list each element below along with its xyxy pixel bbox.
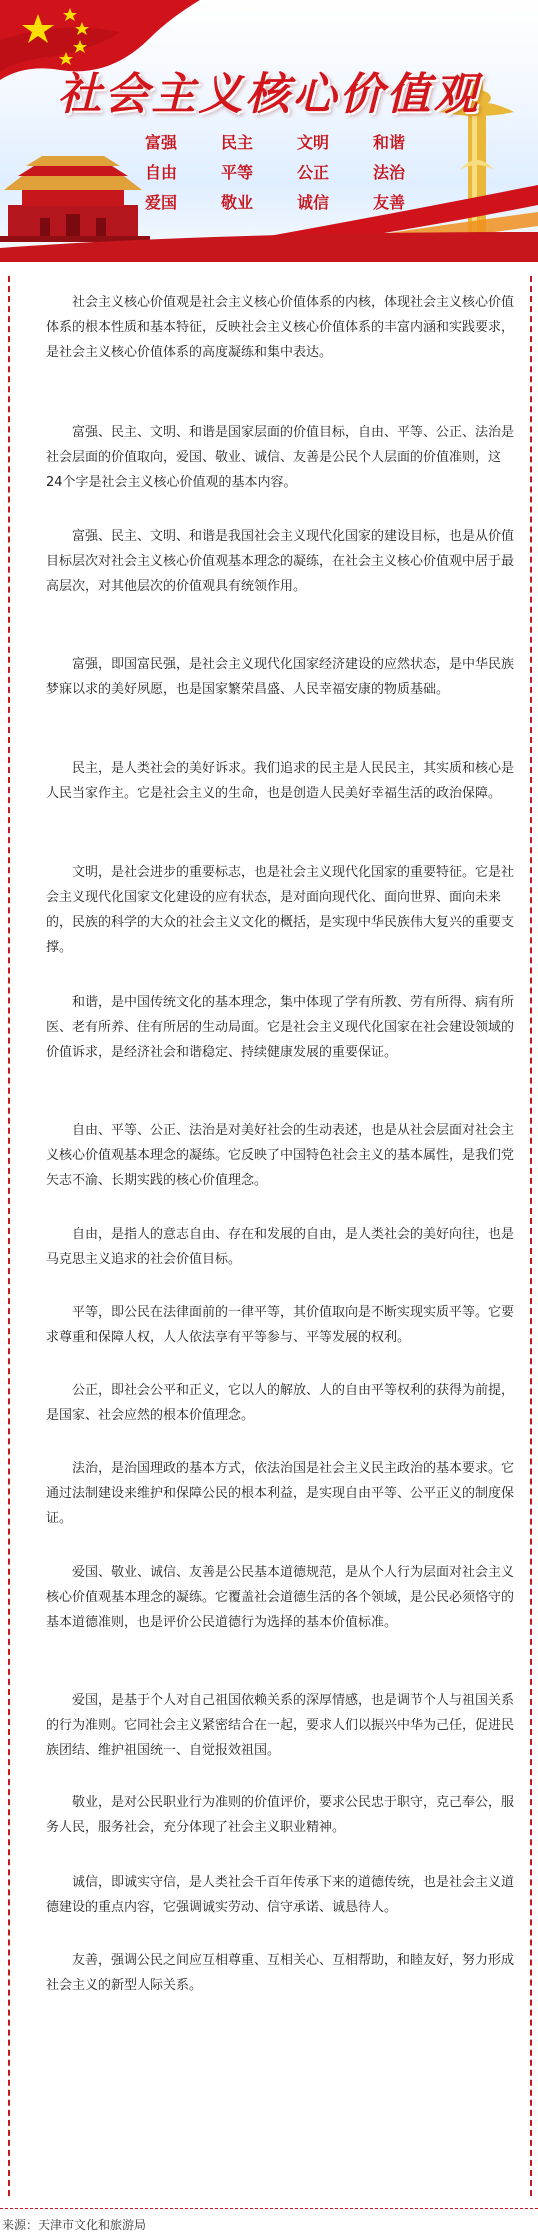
slogan-item: 文明 (296, 133, 329, 152)
slogan-item: 敬业 (220, 193, 253, 212)
article-paragraph: 爱国，是基于个人对自己祖国依赖关系的深厚情感，也是调节个人与祖国关系的行为准则。它同社会主义紧密结合在一起，要求人们以振兴中华为己任，促进民族团结、维护祖国统一、自觉报效祖国。 (46, 1693, 515, 1758)
article-paragraph: 诚信，即诚实守信，是人类社会千百年传承下来的道德传统，也是社会主义道德建设的重点内容，它强调诚实劳动、信守承诺、诚恳待人。 (46, 1875, 515, 1915)
article-paragraph: 法治，是治国理政的基本方式，依法治国是社会主义民主政治的基本要求。它通过法制建设来维护和保障公民的根本利益，是实现自由平等、公平正义的制度保证。 (46, 1461, 515, 1526)
article-paragraph: 富强、民主、文明、和谐是国家层面的价值目标，自由、平等、公正、法治是社会层面的价值取向，爱国、敬业、诚信、友善是公民个人层面的价值准则，这24个字是社会主义核心价值观的基本内容。 (46, 425, 515, 490)
slogan-row-personal (145, 188, 405, 218)
article-paragraph: 文明，是社会进步的重要标志，也是社会主义现代化国家的重要特征。它是社会主义现代化国家文化建设的应有状态，是对面向现代化、面向世界、面向未来的，民族的科学的大众的社会主义文化的概括，是实现中华民族伟大复兴的重要支撑。 (46, 865, 515, 955)
article-paragraph: 平等，即公民在法律面前的一律平等，其价值取向是不断实现实质平等。它要求尊重和保障人权，人人依法享有平等参与、平等发展的权利。 (46, 1305, 515, 1345)
article-paragraph: 富强，即国富民强，是社会主义现代化国家经济建设的应然状态，是中华民族梦寐以求的美好夙愿，也是国家繁荣昌盛、人民幸福安康的物质基础。 (46, 657, 515, 697)
source-credit: 来源：天津市文化和旅游局 (2, 2218, 147, 2232)
slogan-item: 爱国 (145, 193, 178, 212)
slogan-item: 和谐 (372, 133, 405, 152)
article-paragraph: 敬业，是对公民职业行为准则的价值评价，要求公民忠于职守，克己奉公，服务人民，服务社会，充分体现了社会主义职业精神。 (46, 1795, 515, 1835)
slogan-item: 公正 (296, 163, 329, 182)
article-paragraph: 富强、民主、文明、和谐是我国社会主义现代化国家的建设目标，也是从价值目标层次对社会主义核心价值观基本理念的凝练，在社会主义核心价值观中居于最高层次，对其他层次的价值观具有统领作用。 (46, 529, 515, 594)
header-banner (0, 0, 538, 262)
footer-divider (0, 2208, 538, 2209)
slogan-row-social (145, 158, 405, 188)
slogan-item: 诚信 (296, 193, 329, 212)
slogan-item: 法治 (372, 163, 405, 182)
tiananmen-icon (0, 156, 150, 242)
slogan-item: 友善 (372, 193, 405, 212)
core-values-slogans (145, 128, 405, 218)
slogan-item: 民主 (220, 133, 253, 152)
article-paragraph: 民主，是人类社会的美好诉求。我们追求的民主是人民民主，其实质和核心是人民当家作主。它是社会主义的生命，也是创造人民美好幸福生活的政治保障。 (46, 761, 515, 801)
slogan-item: 自由 (145, 163, 178, 182)
article-paragraph: 和谐，是中国传统文化的基本理念，集中体现了学有所教、劳有所得、病有所医、老有所养、住有所居的生动局面。它是社会主义现代化国家在社会建设领域的价值诉求，是经济社会和谐稳定、持续健康发展的重要保证。 (46, 995, 515, 1060)
slogan-row-national (145, 128, 405, 158)
article-body (8, 276, 532, 2196)
article-paragraph: 公正，即社会公平和正义，它以人的解放、人的自由平等权利的获得为前提，是国家、社会应然的根本价值理念。 (46, 1383, 515, 1423)
slogan-item: 富强 (145, 133, 178, 152)
article-paragraph: 社会主义核心价值观是社会主义核心价值体系的内核，体现社会主义核心价值体系的根本性质和基本特征，反映社会主义核心价值体系的丰富内涵和实践要求，是社会主义核心价值体系的高度凝练和集中表达。 (46, 295, 515, 360)
page-title: 社会主义核心价值观 (57, 69, 481, 120)
article-paragraph: 爱国、敬业、诚信、友善是公民基本道德规范，是从个人行为层面对社会主义核心价值观基本理念的凝练。它覆盖社会道德生活的各个领域，是公民必须恪守的基本道德准则，也是评价公民道德行为选择的基本价值标准。 (46, 1565, 515, 1630)
article-paragraph: 友善，强调公民之间应互相尊重、互相关心、互相帮助，和睦友好，努力形成社会主义的新型人际关系。 (46, 1953, 515, 1993)
article-paragraph: 自由，是指人的意志自由、存在和发展的自由，是人类社会的美好向往，也是马克思主义追求的社会价值目标。 (46, 1227, 515, 1267)
article-paragraph: 自由、平等、公正、法治是对美好社会的生动表述，也是从社会层面对社会主义核心价值观基本理念的凝练。它反映了中国特色社会主义的基本属性，是我们党矢志不渝、长期实践的核心价值理念。 (46, 1123, 515, 1188)
slogan-item: 平等 (220, 163, 253, 182)
